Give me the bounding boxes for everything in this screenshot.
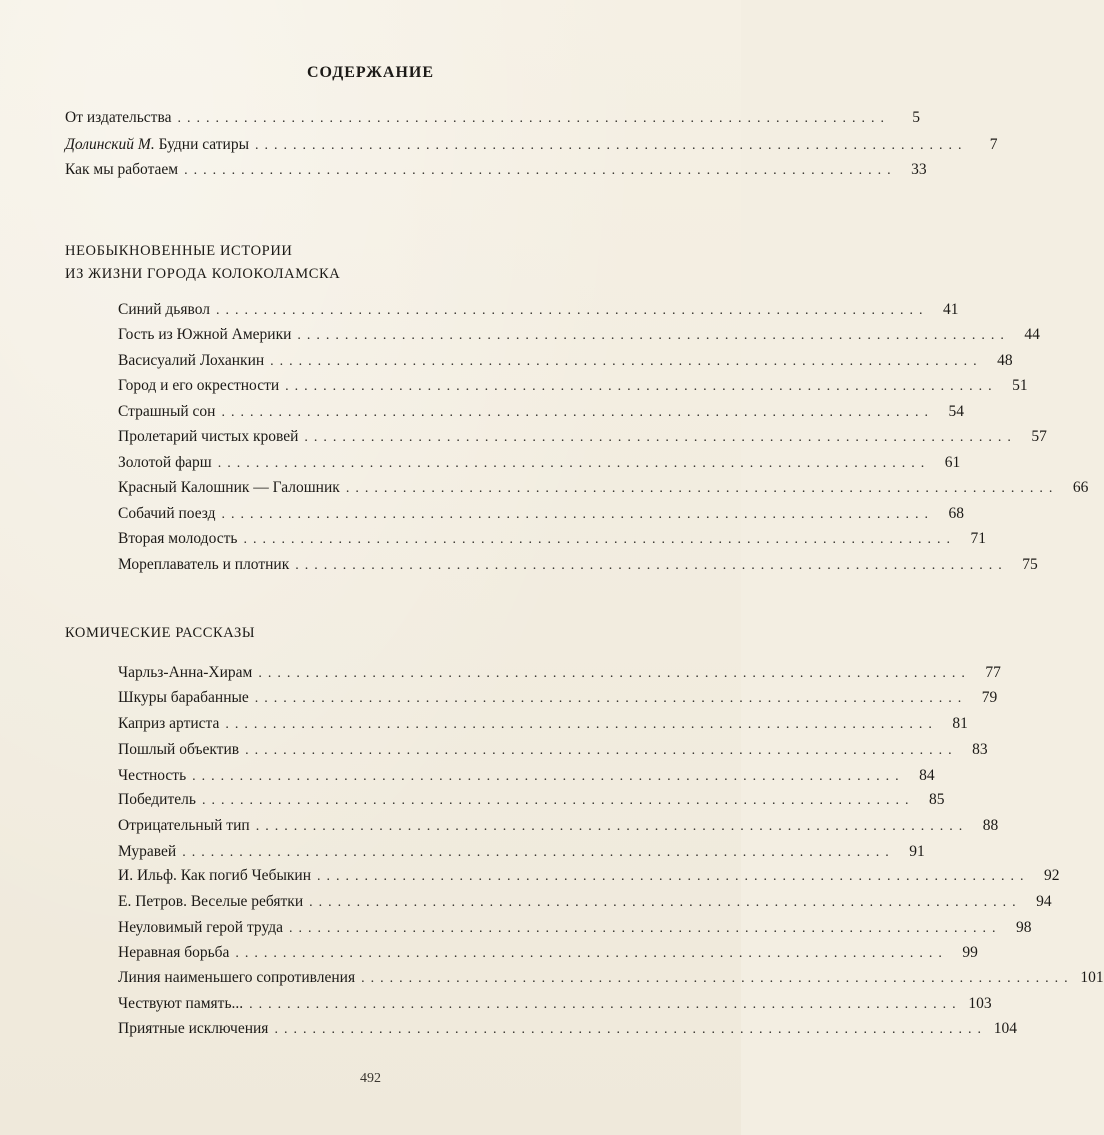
leader-dots: ........................................................................... [254,691,968,706]
toc-entry-page: 83 [972,741,988,758]
leader-dots: ........................................................................... [345,481,1059,496]
toc-entry-page: 54 [948,403,964,420]
leader-dots: ........................................................................... [274,1022,987,1037]
page-title: СОДЕРЖАНИЕ [306,64,435,81]
toc-entry-page: 71 [970,530,986,547]
toc-entry [118,1019,1017,1040]
toc-entry-label: Е. Петров. Веселые ребятки [118,893,304,910]
toc-entry [118,918,1032,939]
toc-entry-label: Красный Калошник — Галошник [118,479,340,496]
toc-entry [65,108,920,129]
toc-entry-page: 98 [1016,919,1032,936]
leader-dots: ........................................................................... [297,328,1010,343]
leader-dots: ........................................................................... [225,717,938,732]
toc-entry-label [65,135,249,155]
toc-entry [118,790,945,811]
toc-entry [118,376,1028,397]
page-number: 492 [360,1071,381,1086]
toc-entry-page: 81 [952,715,968,732]
toc-entry-title: Будни сатиры [154,136,250,153]
toc-entry [118,688,998,709]
leader-dots: ........................................................................... [309,895,1022,910]
toc-entry [118,866,1060,887]
toc-entry [118,529,986,550]
toc-entry-page: 85 [928,791,945,808]
toc-entry-page: 103 [968,995,992,1012]
toc-entry-label: Неуловимый герой труда [118,919,283,936]
leader-dots: ........................................................................... [177,111,890,126]
leader-dots: ........................................................................... [289,921,1002,936]
toc-entry-page: 48 [997,352,1013,369]
toc-entry-label: Отрицательный тип [118,817,250,834]
leader-dots: ........................................................................... [285,379,998,394]
toc-entry-label: Победитель [118,791,196,808]
toc-entry-page: 104 [993,1020,1017,1037]
toc-entry-label: Синий дьявол [118,301,210,318]
toc-entry-page: 68 [948,505,965,522]
leader-dots: ........................................................................... [361,971,1074,986]
leader-dots: ........................................................................... [245,743,958,758]
toc-entry-page: 66 [1072,479,1089,496]
toc-entry-page: 88 [982,817,999,834]
toc-entry-page: 99 [962,944,978,961]
toc-entry [118,555,1038,576]
toc-entry [118,300,959,321]
toc-entry-page: 79 [981,689,998,706]
leader-dots: ........................................................................... [192,769,905,784]
toc-entry-page: 33 [911,161,927,178]
toc-entry [118,816,999,837]
leader-dots: ........................................................................... [201,793,915,808]
leader-dots: ........................................................................... [255,138,968,153]
leader-dots: ........................................................................... [235,946,948,961]
leader-dots: ........................................................................... [270,354,983,369]
toc-entry-label: Васисуалий Лоханкин [118,352,265,369]
toc-entry-label: От издательства [65,109,172,126]
toc-entry-page: 41 [942,301,959,318]
toc-entry [65,160,927,181]
toc-entry-label: Пошлый объектив [118,741,240,758]
section-title: НЕОБЫКНОВЕННЫЕ ИСТОРИИ [65,243,293,259]
toc-entry [118,740,988,761]
toc-entry [118,663,1001,684]
toc-entry-page: 77 [985,664,1001,681]
leader-dots: ........................................................................... [317,869,1030,884]
toc-entry-label: Приятные исключения [118,1020,269,1037]
toc-entry [65,135,998,156]
toc-entry-page: 61 [944,454,961,471]
toc-entry-page: 94 [1036,893,1052,910]
leader-dots: ........................................................................... [215,303,929,318]
toc-entry-label: Пролетарий чистых кровей [118,428,299,445]
toc-entry-label: Муравей [118,843,177,860]
leader-dots: ........................................................................... [217,456,931,471]
toc-entry [118,504,965,525]
section-title: ИЗ ЖИЗНИ ГОРОДА КОЛОКОЛАМСКА [65,266,341,282]
leader-dots: ........................................................................... [243,532,956,547]
toc-entry [118,325,1040,346]
leader-dots: ........................................................................... [295,558,1008,573]
toc-entry [118,453,961,474]
toc-entry-page: 51 [1012,377,1028,394]
toc-entry-label: Неравная борьба [118,944,230,961]
toc-entry-page: 5 [912,109,920,126]
toc-entry-label: Гость из Южной Америки [118,326,292,343]
toc-entry [118,402,964,423]
toc-entry-label: Золотой фарш [118,454,212,471]
leader-dots: ........................................................................... [258,666,971,681]
toc-entry [118,968,1104,989]
toc-entry-label: Каприз артиста [118,715,220,732]
section-title: КОМИЧЕСКИЕ РАССКАЗЫ [65,625,256,641]
toc-entry-label: Мореплаватель и плотник [118,556,290,573]
toc-entry [118,766,935,787]
leader-dots: ........................................................................... [221,405,934,420]
leader-dots: ........................................................................... [182,845,895,860]
toc-entry-label: Как мы работаем [65,161,179,178]
toc-entry-label: Шкуры барабанные [118,689,249,706]
toc-entry-page: 84 [919,767,935,784]
toc-entry [118,351,1013,372]
toc-entry [118,994,992,1015]
toc-entry-page: 75 [1022,556,1038,573]
leader-dots: ........................................................................... [221,507,935,522]
toc-entry [118,478,1089,499]
toc-entry-page: 7 [989,136,998,153]
leader-dots: ........................................................................... [255,819,969,834]
toc-entry [118,842,925,863]
toc-entry-label: Город и его окрестности [118,377,280,394]
leader-dots: ........................................................................... [184,163,897,178]
toc-entry [118,714,968,735]
toc-entry-page: 101 [1080,969,1104,986]
toc-entry-label: Вторая молодость [118,530,238,547]
toc-entry [118,427,1047,448]
toc-entry-label: Собачий поезд [118,505,216,522]
toc-entry-author: Долинский М. [65,136,155,153]
toc-entry-label: Чествуют память... [118,995,244,1012]
toc-entry-label: И. Ильф. Как погиб Чебыкин [118,867,311,884]
toc-entry-page: 44 [1024,326,1040,343]
toc-entry-label: Страшный сон [118,403,216,420]
leader-dots: ........................................................................... [304,430,1017,445]
toc-entry-label: Честность [118,767,187,784]
toc-entry-label: Линия наименьшего сопротивления [118,969,356,986]
toc-entry [118,892,1052,913]
toc-entry-page: 92 [1044,867,1060,884]
toc-entry-label: Чарльз-Анна-Хирам [118,664,253,681]
toc-entry-page: 91 [909,843,925,860]
toc-entry-page: 57 [1031,428,1047,445]
toc-entry [118,943,978,964]
leader-dots: ........................................................................... [249,997,962,1012]
